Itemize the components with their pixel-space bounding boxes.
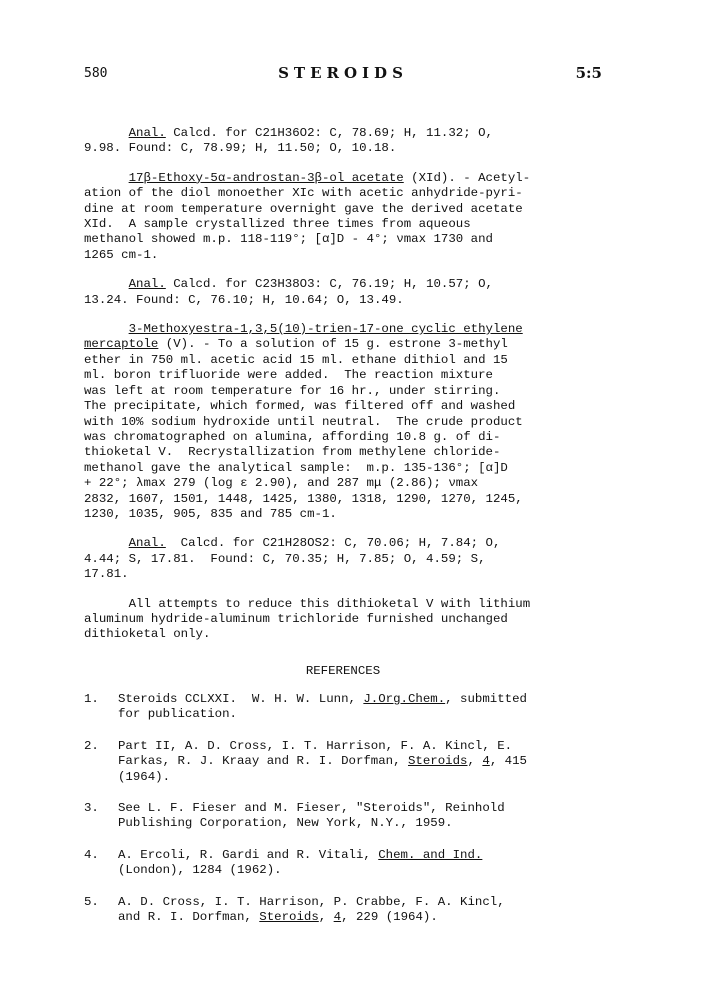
references-heading: REFERENCES	[305, 664, 381, 678]
text-line: methanol gave the analytical sample: m.p. 135-136°; [α]D	[84, 460, 508, 475]
compound-title: 17β-Ethoxy-5α-androstan-3β-ol acetate	[128, 170, 404, 185]
text-line: The precipitate, which formed, was filtered off and washed	[84, 399, 516, 414]
text-line: 17.81.	[84, 567, 129, 582]
paragraph-analysis-xid	[84, 277, 608, 308]
paragraph-compound-v	[84, 322, 608, 522]
text-line: 17β-Ethoxy-5α-androstan-3β-ol acetate (XId). - Acetyl-	[128, 170, 531, 185]
text-line: XId. A sample crystallized three times from aqueous	[84, 217, 471, 232]
volume-issue: 5:5	[575, 64, 602, 82]
text-line: was chromatographed on alumina, affording 10.8 g. of di-	[84, 429, 501, 444]
page-header	[84, 64, 602, 86]
text-line: was left at room temperature for 16 hr., under stirring.	[84, 383, 501, 398]
text-line: Anal. Calcd. for C21H28OS2: C, 70.06; H, 7.84; O,	[128, 536, 501, 551]
text-line: Publishing Corporation, New York, N.Y., 1959.	[118, 816, 453, 831]
paragraph-compound-xid	[84, 171, 608, 263]
paragraph-analysis-xic	[84, 126, 608, 157]
body-text	[84, 126, 608, 657]
paragraph-analysis-v	[84, 536, 608, 582]
text-line: (1964).	[118, 769, 171, 784]
anal-label: Anal.	[128, 536, 166, 551]
reference-number: 5.	[84, 894, 99, 909]
anal-label: Anal.	[128, 126, 166, 140]
text-line: (London), 1284 (1962).	[118, 863, 282, 878]
text-line: for publication.	[118, 707, 237, 722]
text-line: 9.98. Found: C, 78.99; H, 11.50; O, 10.18.	[84, 141, 397, 156]
text-line: 1265 cm-1.	[84, 247, 159, 262]
text-line: methanol showed m.p. 118-119°; [α]D - 4°; νmax 1730 and	[84, 232, 493, 247]
reference-item	[84, 692, 608, 723]
text-line: Anal. Calcd. for C23H38O3: C, 76.19; H, 10.57; O,	[128, 277, 493, 292]
text-line	[84, 322, 608, 337]
reference-number: 1.	[84, 692, 99, 706]
page-number: 580	[84, 66, 108, 81]
reference-item	[84, 848, 608, 879]
text-line: 2832, 1607, 1501, 1448, 1425, 1380, 1318, 1290, 1270, 1245,	[84, 491, 523, 506]
text-line: aluminum hydride-aluminum trichloride furnished unchanged	[84, 611, 508, 626]
text-line: with 10% sodium hydroxide until neutral. The crude product	[84, 414, 523, 429]
volume-number: 4	[333, 910, 342, 925]
text-line: dithioketal only.	[84, 627, 211, 642]
journal-name: Chem. and Ind.	[378, 847, 483, 862]
text-line: + 22°; λmax 279 (log ε 2.90), and 287 mμ (2.86); νmax	[84, 476, 479, 491]
text-line: 13.24. Found: C, 76.10; H, 10.64; O, 13.49.	[84, 292, 404, 307]
reference-item	[84, 739, 608, 785]
reference-item	[84, 801, 608, 832]
compound-title-cont: mercaptole	[84, 337, 159, 352]
text-line: 4.44; S, 17.81. Found: C, 70.35; H, 7.85; O, 4.59; S,	[84, 551, 486, 566]
text-line: Steroids CCLXXI. W. H. W. Lunn, J.Org.Chem., submitted	[118, 692, 527, 706]
text-line: Anal. Calcd. for C21H36O2: C, 78.69; H, 11.32; O,	[128, 126, 493, 140]
text-line: ether in 750 ml. acetic acid 15 ml. ethane dithiol and 15	[84, 352, 508, 367]
text-line: mercaptole (V). - To a solution of 15 g. estrone 3-methyl	[84, 337, 508, 352]
journal-name: J.Org.Chem.	[363, 692, 446, 706]
text-line: All attempts to reduce this dithioketal V with lithium	[128, 596, 531, 611]
text-line: ml. boron trifluoride were added. The reaction mixture	[84, 368, 493, 383]
text-line: ation of the diol monoether XIc with acetic anhydride-pyri-	[84, 186, 523, 201]
text-line: See L. F. Fieser and M. Fieser, "Steroids", Reinhold	[118, 801, 505, 816]
text-line: thioketal V. Recrystallization from methylene chloride-	[84, 445, 501, 460]
journal-name: Steroids	[408, 754, 468, 769]
text-line: Part II, A. D. Cross, I. T. Harrison, F. A. Kincl, E.	[118, 738, 513, 753]
journal-title: STEROIDS	[278, 64, 408, 82]
compound-title: 3-Methoxyestra-1,3,5(10)-trien-17-one cyclic ethylene	[128, 322, 523, 337]
anal-label: Anal.	[128, 277, 166, 292]
reference-item	[84, 895, 608, 926]
reference-number: 2.	[84, 738, 99, 753]
text-line: A. Ercoli, R. Gardi and R. Vitali, Chem. and Ind.	[118, 847, 483, 862]
paragraph-reduction-attempts	[84, 597, 608, 643]
journal-name: Steroids	[259, 910, 319, 925]
reference-number: 3.	[84, 801, 99, 816]
reference-number: 4.	[84, 847, 99, 862]
text-line: dine at room temperature overnight gave the derived acetate	[84, 201, 523, 216]
references-list	[84, 692, 608, 941]
text-line: A. D. Cross, I. T. Harrison, P. Crabbe, F. A. Kincl,	[118, 894, 505, 909]
text-line: Farkas, R. J. Kraay and R. I. Dorfman, Steroids, 4, 415	[118, 754, 527, 769]
volume-number: 4	[482, 754, 490, 769]
text-line: and R. I. Dorfman, Steroids, 4, 229 (1964).	[118, 910, 438, 925]
text-line: 1230, 1035, 905, 835 and 785 cm-1.	[84, 506, 337, 521]
